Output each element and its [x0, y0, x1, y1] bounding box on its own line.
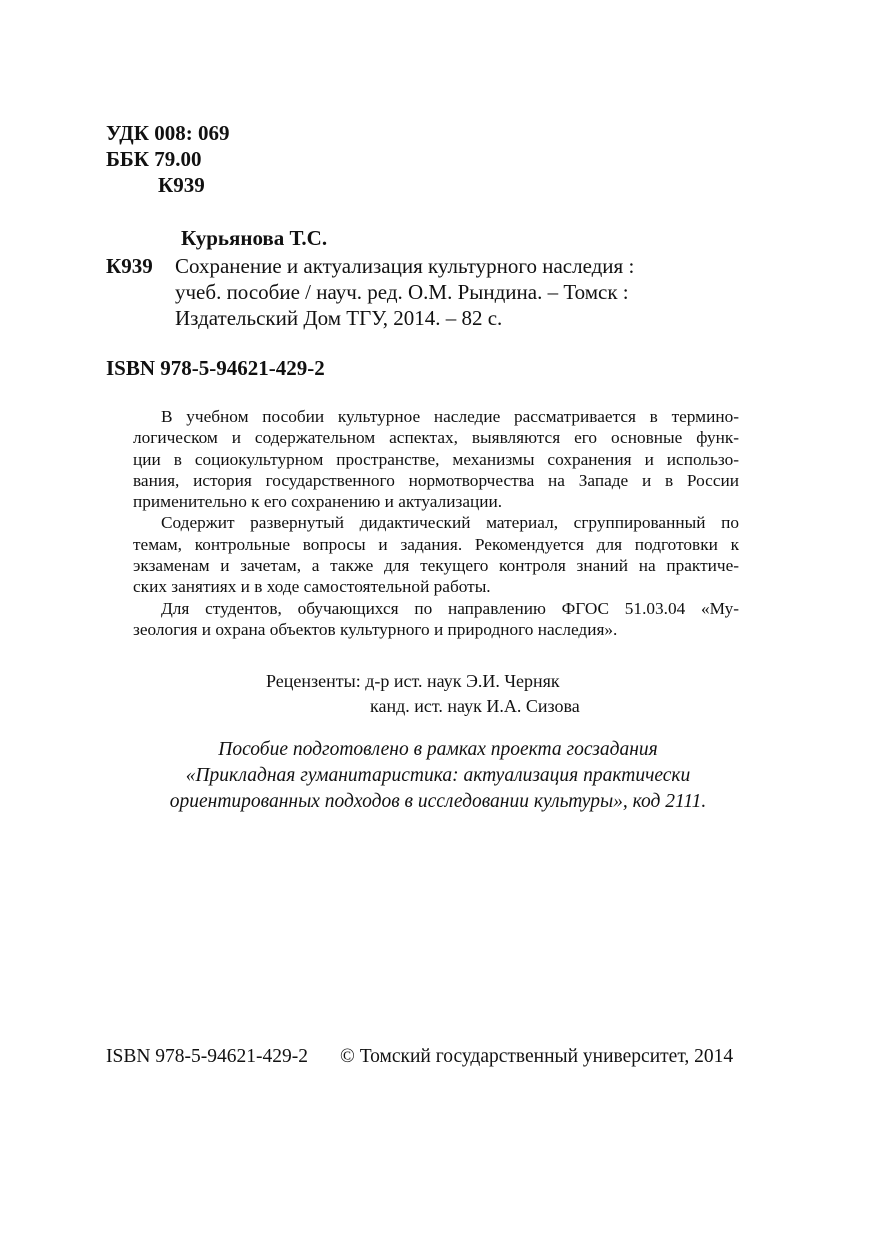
footer-copyright: © Томский государственный университет, 2014: [340, 1046, 734, 1067]
author-mark: К939: [158, 173, 205, 197]
project-note-line: Пособие подготовлено в рамках проекта госзадания: [218, 739, 658, 760]
annotation-line: экзаменам и зачетам, а также для текущего контроля знаний на практиче-: [133, 556, 739, 576]
project-note: [100, 737, 776, 815]
annotation-line: логическом и содержательном аспектах, выявляются его основные функ-: [133, 428, 739, 448]
udk-code: УДК 008: 069: [106, 121, 230, 145]
annotation-line: Содержит развернутый дидактический материал, сгруппированный по: [161, 513, 739, 533]
biblio-mark: К939: [106, 254, 153, 278]
reviewers-line-2: канд. ист. наук И.А. Сизова: [370, 696, 580, 716]
author-name: Курьянова Т.С.: [181, 226, 328, 250]
annotation-line: Для студентов, обучающихся по направлению ФГОС 51.03.04 «Му-: [161, 598, 739, 618]
annotation-line: ских занятиях и в ходе самостоятельной работы.: [133, 577, 491, 597]
biblio-title-line: Сохранение и актуализация культурного наследия :: [175, 254, 635, 278]
annotation-line: применительно к его сохранению и актуализации.: [133, 492, 503, 512]
isbn-heading: ISBN 978-5-94621-429-2: [106, 356, 325, 380]
bbk-code: ББК 79.00: [106, 147, 202, 171]
annotation-line: зеология и охрана объектов культурного и природного наследия».: [133, 619, 618, 639]
footer-isbn: ISBN 978-5-94621-429-2: [106, 1046, 309, 1067]
annotation-line: темам, контрольные вопросы и задания. Рекомендуется для подготовки к: [133, 534, 739, 554]
project-note-line: «Прикладная гуманитаристика: актуализация практически: [185, 765, 691, 786]
biblio-publication-line: учеб. пособие / науч. ред. О.М. Рындина. – Томск :: [175, 280, 629, 304]
biblio-publisher-line: Издательский Дом ТГУ, 2014. – 82 с.: [175, 306, 503, 330]
annotation: [133, 406, 739, 640]
annotation-line: ции в социокультурном пространстве, механизмы сохранения и использо-: [133, 449, 739, 469]
annotation-line: В учебном пособии культурное наследие рассматривается в термино-: [161, 407, 739, 426]
reviewers-line-1: Рецензенты: д-р ист. наук Э.И. Черняк: [266, 671, 560, 691]
annotation-line: вания, история государственного нормотворчества на Западе и в России: [133, 470, 739, 490]
project-note-line: ориентированных подходов в исследовании культуры», код 2111.: [169, 791, 707, 812]
